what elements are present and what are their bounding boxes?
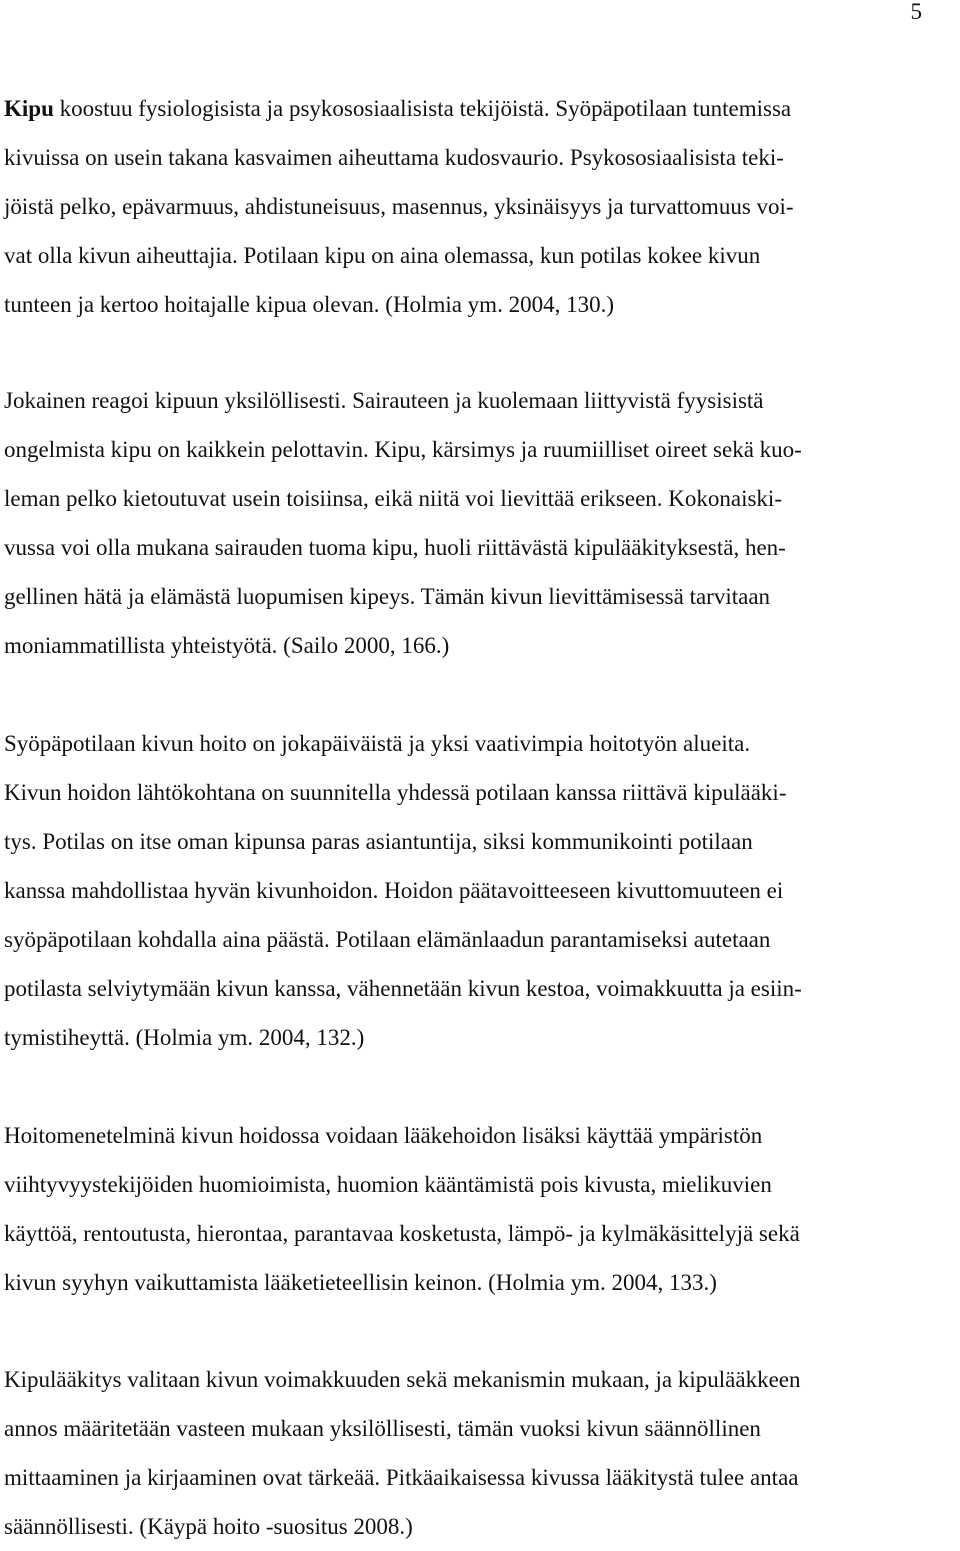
text-line: annos määritetään vasteen mukaan yksilöllisesti, tämän vuoksi kivun säännöllinen: [4, 1416, 761, 1441]
text-line: säännöllisesti. (Käypä hoito -suositus 2008.): [4, 1514, 413, 1539]
paragraph-pain-factors: [4, 84, 954, 329]
text-line: Kipu koostuu fysiologisista ja psykososiaalisista tekijöistä. Syöpäpotilaan tuntemissa: [4, 96, 792, 121]
paragraph-care-methods: [4, 1111, 954, 1307]
text-line: käyttöä, rentoutusta, hierontaa, parantavaa kosketusta, lämpö- ja kylmäkäsittelyjä sekä: [4, 1221, 800, 1246]
lead-term: Kipu: [4, 96, 54, 121]
text-line: tymistiheyttä. (Holmia ym. 2004, 132.): [4, 1025, 365, 1050]
text-line: potilasta selviytymään kivun kanssa, vähennetään kivun kestoa, voimakkuutta ja esiin-: [4, 976, 802, 1001]
text-line: tunteen ja kertoo hoitajalle kipua olevan. (Holmia ym. 2004, 130.): [4, 292, 614, 317]
text-line: kivun syyhyn vaikuttamista lääketieteellisin keinon. (Holmia ym. 2004, 133.): [4, 1270, 717, 1295]
paragraph-individual-reaction: [4, 376, 954, 670]
text-line: Kipulääkitys valitaan kivun voimakkuuden sekä mekanismin mukaan, ja kipulääkkeen: [4, 1367, 801, 1392]
text-line: syöpäpotilaan kohdalla aina päästä. Potilaan elämänlaadun parantamiseksi autetaan: [4, 927, 771, 952]
paragraph-pain-medication: [4, 1355, 954, 1551]
text-line: mittaaminen ja kirjaaminen ovat tärkeää. Pitkäaikaisessa kivussa lääkitystä tulee antaa: [4, 1465, 799, 1490]
text-line: Kivun hoidon lähtökohtana on suunnitella yhdessä potilaan kanssa riittävä kipulääki-: [4, 780, 787, 805]
text-line: kivuissa on usein takana kasvaimen aiheuttama kudosvaurio. Psykososiaalisista teki-: [4, 145, 784, 170]
text-line: vussa voi olla mukana sairauden tuoma kipu, huoli riittävästä kipulääkityksestä, hen-: [4, 535, 786, 560]
text-line: tys. Potilas on itse oman kipunsa paras asiantuntija, siksi kommunikointi potilaan: [4, 829, 753, 854]
text-line: ongelmista kipu on kaikkein pelottavin. Kipu, kärsimys ja ruumiilliset oireet sekä kuo-: [4, 437, 802, 462]
text-line: gellinen hätä ja elämästä luopumisen kipeys. Tämän kivun lievittämisessä tarvitaan: [4, 584, 771, 609]
text-line: Jokainen reagoi kipuun yksilöllisesti. Sairauteen ja kuolemaan liittyvistä fyysisistä: [4, 388, 764, 413]
text-line: kanssa mahdollistaa hyvän kivunhoidon. Hoidon päätavoitteeseen kivuttomuuteen ei: [4, 878, 784, 903]
text-line: vat olla kivun aiheuttajia. Potilaan kipu on aina olemassa, kun potilas kokee kivun: [4, 243, 761, 268]
paragraph-pain-care: [4, 719, 954, 1062]
text-line: leman pelko kietoutuvat usein toisiinsa, eikä niitä voi lievittää erikseen. Kokonaiski-: [4, 486, 782, 511]
page-number: 5: [910, 0, 922, 24]
text-line: moniammatillista yhteistyötä. (Sailo 2000, 166.): [4, 633, 450, 658]
text-line: Hoitomenetelminä kivun hoidossa voidaan lääkehoidon lisäksi käyttää ympäristön: [4, 1123, 763, 1148]
text-line: viihtyvyystekijöiden huomioimista, huomion kääntämistä pois kivusta, mielikuvien: [4, 1172, 772, 1197]
text-line: Syöpäpotilaan kivun hoito on jokapäiväistä ja yksi vaativimpia hoitotyön alueita.: [4, 731, 751, 756]
text-line: jöistä pelko, epävarmuus, ahdistuneisuus, masennus, yksinäisyys ja turvattomuus voi-: [4, 194, 794, 219]
